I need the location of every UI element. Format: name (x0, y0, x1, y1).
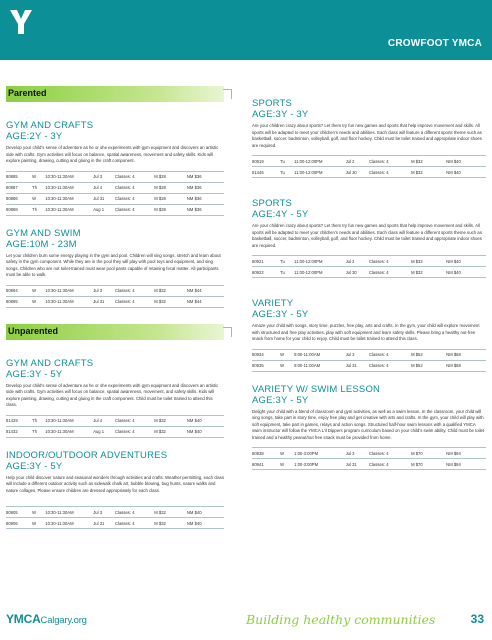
table-cell: Jul 3 (93, 507, 115, 518)
table-cell: M $32 (154, 415, 187, 426)
table-cell: W (32, 518, 45, 529)
table-cell: 81445 (252, 167, 280, 178)
program-description: Delight your child with a blend of classroom and gym activities, as well as a swim lesson. In the classroom, your child will sing songs, take part in story time, enjoy free play and get creative with arts and crafts. In the gym, your child will play with soft equipment, take part in games, relays and action songs. Structured half-hour swim lessons with a qualified YMCA swim instructor will follow the YMCA L’il Dippers program curriculum based on your child’s swim ability. Child must be toilet trained and a healthy peanut/nut free snack must be provided from home. (252, 408, 485, 440)
table-cell: Classes: 4 (369, 448, 411, 459)
table-cell: 10:30-11:30AM (45, 415, 93, 426)
table-cell: 10:30-11:30AM (45, 507, 93, 518)
table-row (252, 167, 486, 178)
table-cell: Classes: 4 (115, 285, 154, 296)
table-cell: 9:00-11:00AM (294, 349, 345, 360)
page-header (0, 0, 492, 60)
table-cell: Th (32, 426, 45, 437)
table-cell: Classes: 4 (369, 256, 411, 267)
table-cell: 10:30-11:30AM (45, 193, 93, 204)
table-cell: NM $36 (187, 193, 224, 204)
table-cell: 10:30-11:30AM (45, 171, 93, 182)
program-description: Help your child discover nature and seasonal wonders through activities and crafts. Weather permitting, each class will include a different outdoor activity such as sidewalk chalk art, bubble blowing, bug hunts, nature walks and nature collages. Please ensure children are dressed appropriately for each class. (6, 474, 224, 493)
program-gym-swim (6, 228, 224, 308)
ymca-logo-icon (6, 6, 36, 36)
table-cell: M $70 (411, 448, 446, 459)
table-cell: NM $94 (446, 448, 486, 459)
footer-brand: YMCACalgary.org (6, 612, 87, 626)
table-cell: Jul 31 (346, 459, 369, 470)
table-cell: Jul 3 (93, 171, 115, 182)
table-cell: 80888 (6, 204, 32, 215)
table-cell: 10:30-11:30AM (45, 296, 93, 307)
table-cell: 80921 (252, 256, 280, 267)
table-cell: Jul 31 (93, 296, 115, 307)
table-cell: 1:00-3:00PM (294, 448, 345, 459)
table-cell: Classes: 4 (369, 349, 411, 360)
table-cell: Jul 30 (346, 267, 369, 278)
table-cell: 80934 (252, 349, 280, 360)
table-row (252, 156, 486, 167)
class-table (252, 447, 486, 470)
table-cell: Classes: 4 (369, 167, 411, 178)
table-cell: NM $94 (446, 459, 486, 470)
program-description: Let your children burn some energy playing in the gym and pool. Children will sing songs, stretch and learn about safety in the gym component. While they are in the pool they will play with pool toys and equipment, and sing songs. Children who are not toilet-trained must wear pool pants capable of retaining fecal matter. All participants must be able to walk. (6, 252, 221, 277)
table-cell: W (32, 193, 45, 204)
table-cell: 10:30-11:30AM (45, 518, 93, 529)
table-row (252, 448, 486, 459)
table-cell: NM $36 (187, 204, 224, 215)
table-cell: 11:00-12:00PM (294, 256, 345, 267)
table-cell: Classes: 4 (369, 156, 411, 167)
table-row (6, 296, 224, 307)
table-cell: 1:00-3:00PM (294, 459, 345, 470)
table-cell: Jul 3 (346, 448, 369, 459)
class-table (6, 171, 224, 216)
program-age: AGE:2Y - 3Y (6, 131, 63, 142)
program-age: AGE:3Y - 3Y (252, 109, 309, 120)
table-cell: NM $40 (187, 507, 224, 518)
class-table (6, 506, 224, 529)
table-cell: M $28 (154, 182, 187, 193)
table-cell: W (280, 349, 294, 360)
table-cell: Classes: 4 (115, 518, 154, 529)
table-cell: 80886 (6, 193, 32, 204)
table-cell: 80906 (6, 518, 32, 529)
table-cell: 10:30-11:30AM (45, 204, 93, 215)
table-cell: NM $40 (446, 256, 486, 267)
table-cell: M $32 (411, 167, 446, 178)
table-cell: NM $40 (187, 426, 224, 437)
footer-slogan: Building healthy communities (246, 612, 436, 627)
section-tag-unparented: Unparented (6, 324, 224, 340)
table-cell: NM $44 (187, 285, 224, 296)
table-cell: Classes: 4 (369, 267, 411, 278)
table-cell: M $32 (154, 285, 187, 296)
table-cell: 80887 (6, 182, 32, 193)
left-column (6, 86, 224, 529)
program-description: Are your children crazy about sports? Let them try fun new games and sports that help improve movement and skills. All sports will be adapted to meet your children’s needs and abilities. Each class will feature a different sports theme such as basketball, soccer, badminton, volleyball, golf, and floor hockey. Child must be toilet trained and appropriate indoor shoes are required. (252, 223, 482, 248)
table-cell: 81429 (6, 415, 32, 426)
table-cell: 10:30-11:30AM (45, 285, 93, 296)
table-cell: 80905 (6, 507, 32, 518)
table-row (252, 256, 486, 267)
table-row (6, 182, 224, 193)
table-cell: 80935 (252, 360, 280, 371)
program-title: SPORTS (252, 198, 293, 209)
table-row (6, 171, 224, 182)
table-cell: Classes: 4 (115, 171, 154, 182)
table-cell: M $28 (154, 204, 187, 215)
table-cell: Aug 1 (93, 204, 115, 215)
page-title: CROWFOOT YMCA (387, 38, 482, 49)
program-gym-crafts-unparented (6, 358, 224, 438)
table-row (6, 507, 224, 518)
section-tag-parented: Parented (6, 86, 224, 102)
program-age: AGE:3Y - 5Y (6, 368, 63, 380)
table-cell: 10:30-11:30AM (45, 182, 93, 193)
table-cell: Jul 4 (93, 182, 115, 193)
table-cell: Jul 30 (346, 167, 369, 178)
table-cell: M $32 (154, 507, 187, 518)
class-table (252, 155, 486, 178)
table-cell: Classes: 4 (369, 360, 411, 371)
program-sports-3y (252, 98, 486, 178)
table-row (6, 426, 224, 437)
class-table (6, 415, 224, 438)
program-description: Amaze your child with songs, story time, puzzles, free play, arts and crafts. In the gym, your child will explore movement with structured and free play activities, play with soft equipment and learn safety skills. Please bring a healthy nut-free snack from home for your child to enjoy. Child must be toilet trained to attend this class. (252, 323, 480, 341)
table-cell: NM $40 (187, 415, 224, 426)
table-cell: W (280, 360, 294, 371)
program-description: Develop your child’s sense of adventure as he or she experiments with gym equipment and discovers an artistic side with crafts. Gym activities will focus on balance, spatial awareness, movement, and safety skills. Kids will explore painting, drawing, cutting and gluing in the craft component. Child must be toilet trained to attend this class. (6, 382, 219, 407)
table-cell: NM $36 (187, 171, 224, 182)
table-row (252, 349, 486, 360)
table-cell: M $52 (411, 349, 446, 360)
table-cell: NM $40 (446, 156, 486, 167)
program-description: Are your children crazy about sports? Let them try fun new games and sports that help improve movement and skills. All sports will be adapted to meet your children’s needs and abilities. Each class will feature a different sports theme such as basketball, soccer, badminton, volleyball, golf, and floor hockey. Child must be toilet trained and appropriate indoor shoes are required. (252, 123, 482, 148)
table-cell: 81432 (6, 426, 32, 437)
program-age: AGE:3Y - 5Y (6, 460, 63, 472)
table-cell: 9:00-11:00AM (294, 360, 345, 371)
program-age: AGE:3Y - 5Y (252, 309, 309, 320)
table-cell: M $28 (154, 193, 187, 204)
table-cell: 80941 (252, 459, 280, 470)
table-cell: 11:00-12:00PM (294, 156, 345, 167)
table-cell: M $52 (411, 360, 446, 371)
table-cell: Th (32, 182, 45, 193)
table-cell: 11:00-12:00PM (294, 267, 345, 278)
table-cell: NM $40 (446, 267, 486, 278)
table-cell: M $32 (411, 156, 446, 167)
program-title: VARIETY (252, 298, 294, 309)
table-cell: 11:00-12:00PM (294, 167, 345, 178)
table-cell: Classes: 4 (369, 459, 411, 470)
table-cell: NM $36 (187, 182, 224, 193)
table-cell: 80895 (6, 296, 32, 307)
table-cell: Classes: 4 (115, 193, 154, 204)
table-cell: 80894 (6, 285, 32, 296)
table-cell: Jul 3 (346, 349, 369, 360)
table-cell: 80919 (252, 156, 280, 167)
program-age: AGE:10M - 23M (6, 238, 77, 250)
program-indoor-outdoor (6, 450, 224, 530)
table-row (252, 459, 486, 470)
table-row (252, 267, 486, 278)
table-cell: Jul 31 (93, 193, 115, 204)
table-cell: M $70 (411, 459, 446, 470)
table-cell: M $32 (154, 518, 187, 529)
table-row (6, 285, 224, 296)
program-age: AGE:3Y - 5Y (252, 394, 309, 406)
table-cell: Aug 1 (93, 426, 115, 437)
table-cell: Jul 2 (346, 156, 369, 167)
table-cell: NM $44 (187, 296, 224, 307)
program-description: Develop your child’s sense of adventure as he or she experiments with gym equipment and discovers an artistic side with crafts. Gym activities will focus on balance, spatial awareness, movement and safety skills. Kids will explore painting, drawing, cutting and gluing in the craft component. (6, 145, 219, 163)
table-cell: 80938 (252, 448, 280, 459)
table-cell: M $32 (154, 296, 187, 307)
program-title: INDOOR/OUTDOOR ADVENTURES (6, 449, 168, 461)
program-title: VARIETY W/ SWIM LESSON (252, 383, 381, 395)
table-cell: Classes: 4 (115, 507, 154, 518)
class-table (252, 255, 486, 278)
table-row (6, 193, 224, 204)
table-cell: Tu (280, 267, 294, 278)
table-cell: Tu (280, 156, 294, 167)
table-cell: M $32 (411, 267, 446, 278)
table-cell: W (280, 448, 294, 459)
table-cell: Jul 3 (93, 285, 115, 296)
table-cell: 80922 (252, 267, 280, 278)
table-cell: Classes: 4 (115, 296, 154, 307)
table-cell: W (280, 459, 294, 470)
program-sports-4y (252, 198, 486, 278)
table-cell: W (32, 296, 45, 307)
table-cell: M $32 (411, 256, 446, 267)
table-cell: NM $40 (446, 167, 486, 178)
table-cell: Tu (280, 256, 294, 267)
program-title: SPORTS (252, 98, 293, 109)
program-variety (252, 298, 486, 372)
table-cell: W (32, 285, 45, 296)
table-cell: Jul 4 (93, 415, 115, 426)
table-cell: 10:30-11:30AM (45, 426, 93, 437)
table-row (6, 415, 224, 426)
table-cell: Th (32, 204, 45, 215)
program-variety-swim (252, 384, 486, 471)
table-cell: NM $68 (446, 360, 486, 371)
table-cell: Jul 2 (346, 256, 369, 267)
table-cell: 80885 (6, 171, 32, 182)
table-cell: Classes: 4 (115, 415, 154, 426)
program-title: GYM AND CRAFTS (6, 357, 94, 369)
table-cell: M $32 (154, 426, 187, 437)
table-cell: Classes: 4 (115, 204, 154, 215)
program-title: GYM AND CRAFTS (6, 120, 94, 131)
table-cell: NM $68 (446, 349, 486, 360)
table-row (252, 360, 486, 371)
page-number: 33 (470, 612, 484, 626)
table-cell: W (32, 171, 45, 182)
class-table (252, 349, 486, 372)
table-row (6, 518, 224, 529)
program-age: AGE:4Y - 5Y (252, 209, 309, 220)
table-cell: Classes: 4 (115, 426, 154, 437)
table-cell: Jul 31 (346, 360, 369, 371)
table-cell: M $28 (154, 171, 187, 182)
table-cell: Th (32, 415, 45, 426)
table-cell: NM $40 (187, 518, 224, 529)
right-column (252, 98, 486, 470)
table-cell: Jul 31 (93, 518, 115, 529)
table-cell: Classes: 4 (115, 182, 154, 193)
program-gym-crafts-parented (6, 120, 224, 216)
table-row (6, 204, 224, 215)
table-cell: W (32, 507, 45, 518)
table-cell: Tu (280, 167, 294, 178)
class-table (6, 285, 224, 308)
program-title: GYM AND SWIM (6, 227, 81, 239)
